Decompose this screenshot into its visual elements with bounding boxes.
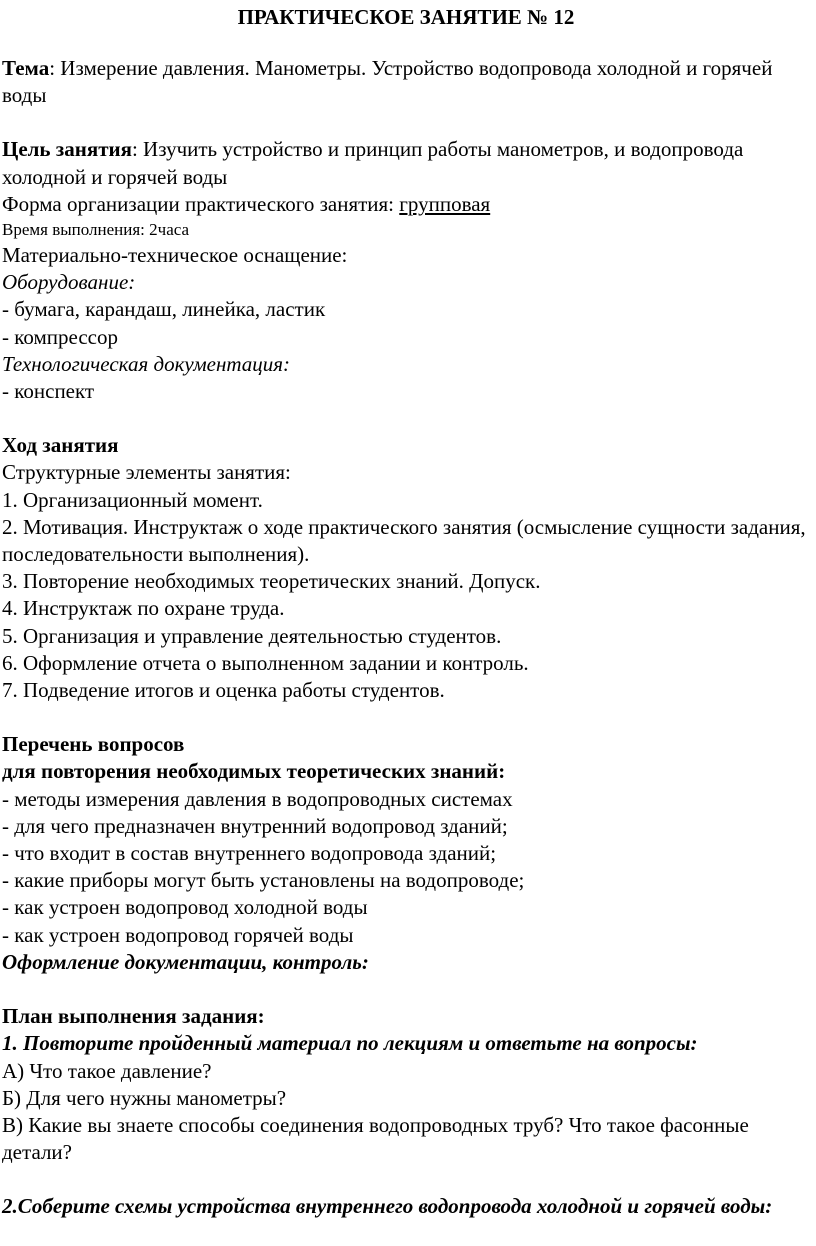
question-item: - методы измерения давления в водопроводных системах bbox=[2, 786, 513, 811]
plan-header: План выполнения задания: bbox=[2, 1004, 265, 1029]
docs-item: - конспект bbox=[2, 379, 95, 404]
questions-header-line2: для повторения необходимых теоретических знаний: bbox=[2, 759, 506, 784]
equipment-header: Материально-техническое оснащение: bbox=[2, 243, 348, 268]
form-line bbox=[2, 191, 810, 218]
course-item: 6. Оформление отчета о выполненном задании и контроль. bbox=[2, 650, 529, 675]
goal-label: Цель занятия bbox=[2, 137, 132, 162]
course-item: 5. Организация и управление деятельностью студентов. bbox=[2, 623, 502, 648]
question-item: - как устроен водопровод холодной воды bbox=[2, 895, 368, 920]
plan-step1-item: Б) Для чего нужны манометры? bbox=[2, 1085, 287, 1110]
question-item: - как устроен водопровод горячей воды bbox=[2, 922, 354, 947]
course-item: 4. Инструктаж по охране труда. bbox=[2, 596, 285, 621]
goal-line bbox=[2, 136, 810, 190]
questions-header-line1: Перечень вопросов bbox=[2, 732, 185, 757]
course-item: 2. Мотивация. Инструктаж о ходе практического занятия (осмысление сущности задания, последовательности выполнения). bbox=[2, 514, 806, 567]
time-line: Время выполнения: 2часа bbox=[2, 220, 190, 240]
plan-step1-item: В) Какие вы знаете способы соединения водопроводных труб? Что такое фасонные детали? bbox=[2, 1112, 749, 1165]
plan-step1-item: А) Что такое давление? bbox=[2, 1058, 212, 1083]
form-value: групповая bbox=[399, 191, 491, 216]
question-item: - для чего предназначен внутренний водопровод зданий; bbox=[2, 813, 508, 838]
equipment-label: Оборудование: bbox=[2, 270, 136, 295]
question-item: - какие приборы могут быть установлены на водопроводе; bbox=[2, 868, 525, 893]
page-title: ПРАКТИЧЕСКОЕ ЗАНЯТИЕ № 12 bbox=[237, 5, 575, 29]
form-label: Форма организации практического занятия: bbox=[2, 191, 400, 216]
topic-text: : Измерение давления. Манометры. Устройство водопровода холодной и горячей воды bbox=[2, 56, 773, 108]
equipment-item: - бумага, карандаш, линейка, ластик bbox=[2, 297, 326, 322]
course-item: 1. Организационный момент. bbox=[2, 487, 263, 512]
plan-step2: 2.Соберите схемы устройства внутреннего водопровода холодной и горячей воды: bbox=[2, 1194, 773, 1219]
questions-footer: Оформление документации, контроль: bbox=[2, 949, 369, 974]
goal-text: : Изучить устройство и принцип работы манометров, и водопровода холодной и горячей воды bbox=[2, 137, 744, 189]
docs-label: Технологическая документация: bbox=[2, 351, 291, 376]
course-item: 3. Повторение необходимых теоретических знаний. Допуск. bbox=[2, 569, 541, 594]
course-intro: Структурные элементы занятия: bbox=[2, 460, 291, 485]
topic-label: Тема bbox=[2, 56, 50, 80]
plan-step1: 1. Повторите пройденный материал по лекциям и ответьте на вопросы: bbox=[2, 1031, 698, 1056]
equipment-item: - компрессор bbox=[2, 324, 118, 349]
course-header: Ход занятия bbox=[2, 433, 119, 458]
course-item: 7. Подведение итогов и оценка работы студентов. bbox=[2, 678, 445, 703]
topic-line bbox=[2, 55, 810, 109]
question-item: - что входит в состав внутреннего водопровода зданий; bbox=[2, 841, 497, 866]
